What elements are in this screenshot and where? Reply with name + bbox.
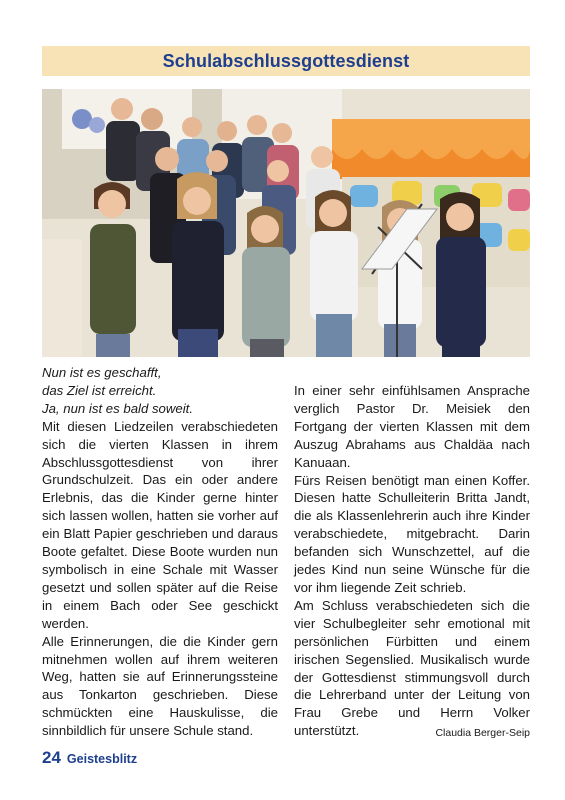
paragraph: In einer sehr einfühlsamen Ansprache verglich Pastor Dr. Meisiek den Fortgang der vierten Klassen mit dem Auszug Abrahams aus Chaldäa nach Kanuaan. (294, 383, 530, 470)
paragraph: Mit diesen Liedzeilen verabschiedeten sich die vierten Klassen in ihrem Abschlussgottesdienst von ihrer Grundschulzeit. Das ein oder andere Erlebnis, das die Kinder gerne hinter sich lassen wollen, hatten sie vorher auf ein Blatt Papier geschrieben und daraus Boote gefaltet. Diese Boote wurden nun symbolisch in eine Schale mit Wasser gesetzt und sollen später auf die Reise in einem Bach oder See geschickt werden. (42, 418, 278, 631)
article-photo (42, 89, 530, 357)
page-footer (42, 748, 137, 768)
paragraph: Alle Erinnerungen, die die Kinder gern mitnehmen wollen auf ihrem weiteren Weg, hatten sie auf Erinnerungssteine aus Tonkarton geschrieben. Diese schmückten eine Hauskulisse, die sinnbildlich für unsere Schule stand. (42, 633, 278, 739)
page-title: Schulabschlussgottesdienst (162, 50, 410, 71)
article-column-left (42, 364, 278, 740)
paragraph: Fürs Reisen benötigt man einen Koffer. Diesen hatte Schulleiterin Britta Jandt, die als Klassenlehrerin auch ihre Kinder verabschiedete, mitgebracht. Darin befanden sich Wunschzettel, auf die jedes Kind nun seine Wünsche für die vor ihm liegende Zeit schrieb. (294, 472, 530, 595)
poem-line: Ja, nun ist es bald soweit. (42, 400, 194, 416)
paragraph-text: Am Schluss verabschiedeten sich die vier Schulbegleiter sehr emotional mit persönlichen Fürbitten und einem irischen Segenslied. Musikalisch wurde der Gottesdienst stimmungsvoll durch die Lehrerband unter der Leitung von Frau Grebe und Herrn Volker unterstützt. (294, 597, 530, 739)
title-banner (42, 46, 530, 76)
page-number: 24 (42, 748, 61, 767)
poem-line: das Ziel ist erreicht. (42, 382, 157, 398)
poem (42, 364, 278, 418)
author-credit: Claudia Berger-Seip (435, 727, 530, 740)
photo-children-choir (42, 89, 530, 357)
magazine-name: Geistesblitz (66, 752, 138, 766)
paragraph (294, 597, 530, 740)
poem-line: Nun ist es geschafft, (42, 365, 162, 380)
article-column-right (294, 382, 530, 743)
